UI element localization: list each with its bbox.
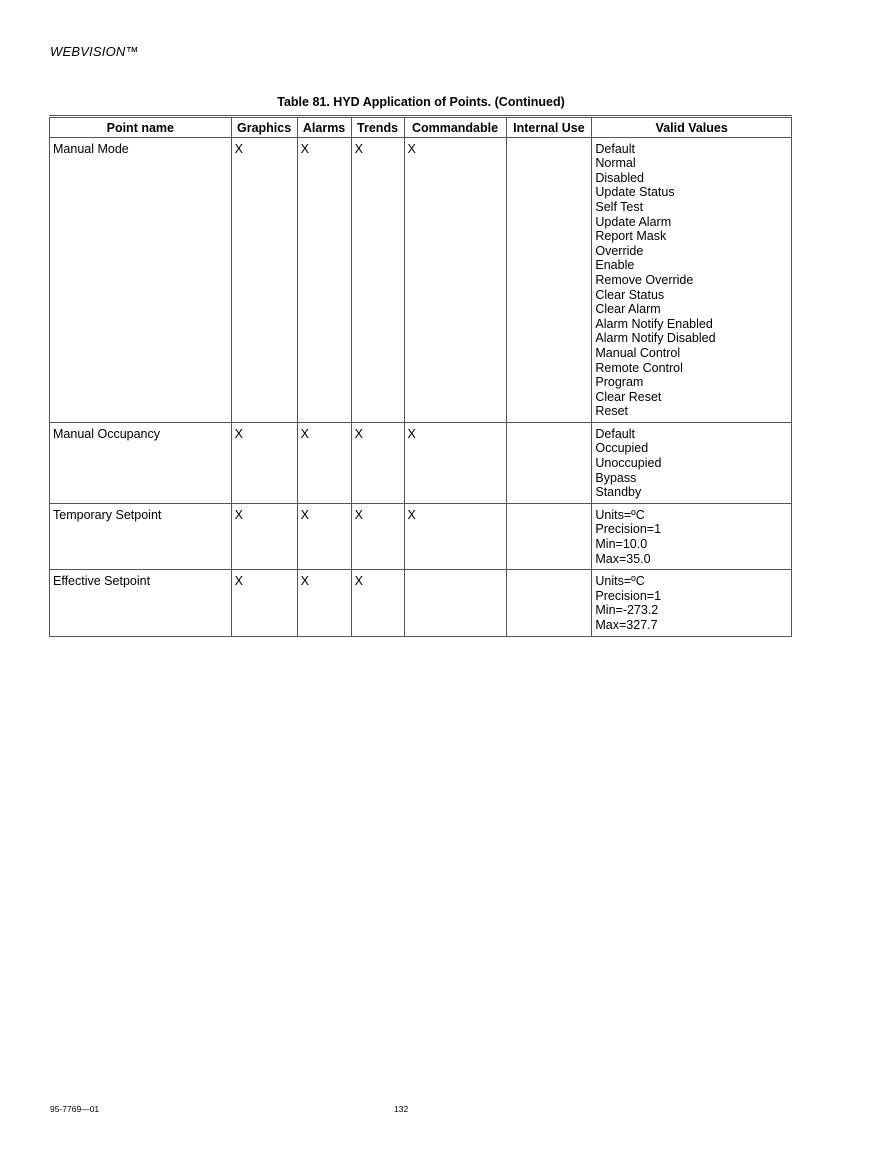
cell-commandable: X [404, 422, 506, 503]
valid-value-item: Min=10.0 [595, 537, 648, 552]
valid-value-item: Self Test [595, 199, 644, 214]
cell-commandable: X [404, 137, 506, 422]
valid-value-item: Min=-273.2 [595, 603, 659, 618]
cell-alarms: X [297, 503, 351, 569]
valid-value-item: Clear Reset [595, 389, 662, 404]
cell-valid-values [592, 503, 792, 569]
cell-point-name: Manual Occupancy [50, 422, 232, 503]
valid-value-item: Default [595, 426, 635, 441]
valid-value-item: Override [595, 243, 644, 258]
valid-value-item: Manual Control [595, 345, 681, 360]
valid-value-item: Clear Status [595, 287, 665, 302]
valid-value-item: Remote Control [595, 360, 683, 375]
valid-value-item: Occupied [595, 441, 649, 456]
cell-graphics: X [231, 137, 297, 422]
cell-commandable: X [404, 503, 506, 569]
column-header-alarms: Alarms [297, 117, 351, 138]
valid-value-item: Default [595, 141, 635, 156]
valid-value-item: Unoccupied [595, 456, 662, 471]
cell-point-name: Manual Mode [50, 137, 232, 422]
cell-internal-use [506, 422, 592, 503]
cell-point-name: Effective Setpoint [50, 570, 232, 636]
cell-alarms: X [297, 137, 351, 422]
valid-value-item: Normal [595, 156, 636, 171]
cell-trends: X [351, 570, 404, 636]
table-body [50, 137, 792, 636]
valid-value-item: Max=35.0 [595, 551, 651, 566]
valid-value-item: Precision=1 [595, 522, 662, 537]
valid-value-item: Units=ºC [595, 507, 645, 522]
valid-value-item: Update Status [595, 185, 675, 200]
valid-value-item: Max=327.7 [595, 618, 658, 632]
cell-trends: X [351, 422, 404, 503]
table-header-row [50, 117, 792, 138]
cell-internal-use [506, 503, 592, 569]
column-header-commandable: Commandable [404, 117, 506, 138]
valid-value-item: Report Mask [595, 229, 667, 244]
table-row [50, 137, 792, 422]
cell-trends: X [351, 503, 404, 569]
column-header-graphics: Graphics [231, 117, 297, 138]
valid-value-item: Alarm Notify Disabled [595, 331, 716, 346]
cell-alarms: X [297, 422, 351, 503]
cell-trends: X [351, 137, 404, 422]
footer-page-number: 132 [394, 1104, 409, 1114]
cell-valid-values [592, 137, 792, 422]
cell-valid-values [592, 570, 792, 636]
valid-value-item: Update Alarm [595, 214, 672, 229]
table-row [50, 422, 792, 503]
valid-value-item: Program [595, 375, 644, 390]
document-header-brand: WEBVISION™ [50, 44, 139, 59]
cell-valid-values [592, 422, 792, 503]
valid-value-item: Bypass [595, 470, 637, 485]
column-header-valid-values: Valid Values [592, 117, 792, 138]
cell-alarms: X [297, 570, 351, 636]
valid-value-item: Remove Override [595, 272, 694, 287]
footer-doc-number: 95-7769—01 [50, 1104, 100, 1114]
cell-graphics: X [231, 503, 297, 569]
column-header-trends: Trends [351, 117, 404, 138]
cell-internal-use [506, 137, 592, 422]
table-caption: Table 81. HYD Application of Points. (Continued) [277, 95, 565, 109]
cell-graphics: X [231, 570, 297, 636]
valid-value-item: Enable [595, 258, 635, 273]
points-table [49, 115, 792, 637]
valid-value-item: Precision=1 [595, 588, 662, 603]
valid-value-item: Clear Alarm [595, 302, 661, 317]
table-row [50, 570, 792, 636]
column-header-point-name: Point name [50, 117, 232, 138]
valid-value-item: Alarm Notify Enabled [595, 316, 713, 331]
cell-commandable [404, 570, 506, 636]
valid-value-item: Standby [595, 485, 642, 500]
column-header-internal-use: Internal Use [506, 117, 592, 138]
cell-point-name: Temporary Setpoint [50, 503, 232, 569]
cell-internal-use [506, 570, 592, 636]
valid-value-item: Units=ºC [595, 574, 645, 589]
valid-value-item: Disabled [595, 170, 645, 185]
valid-value-item: Reset [595, 404, 629, 419]
table-row [50, 503, 792, 569]
cell-graphics: X [231, 422, 297, 503]
